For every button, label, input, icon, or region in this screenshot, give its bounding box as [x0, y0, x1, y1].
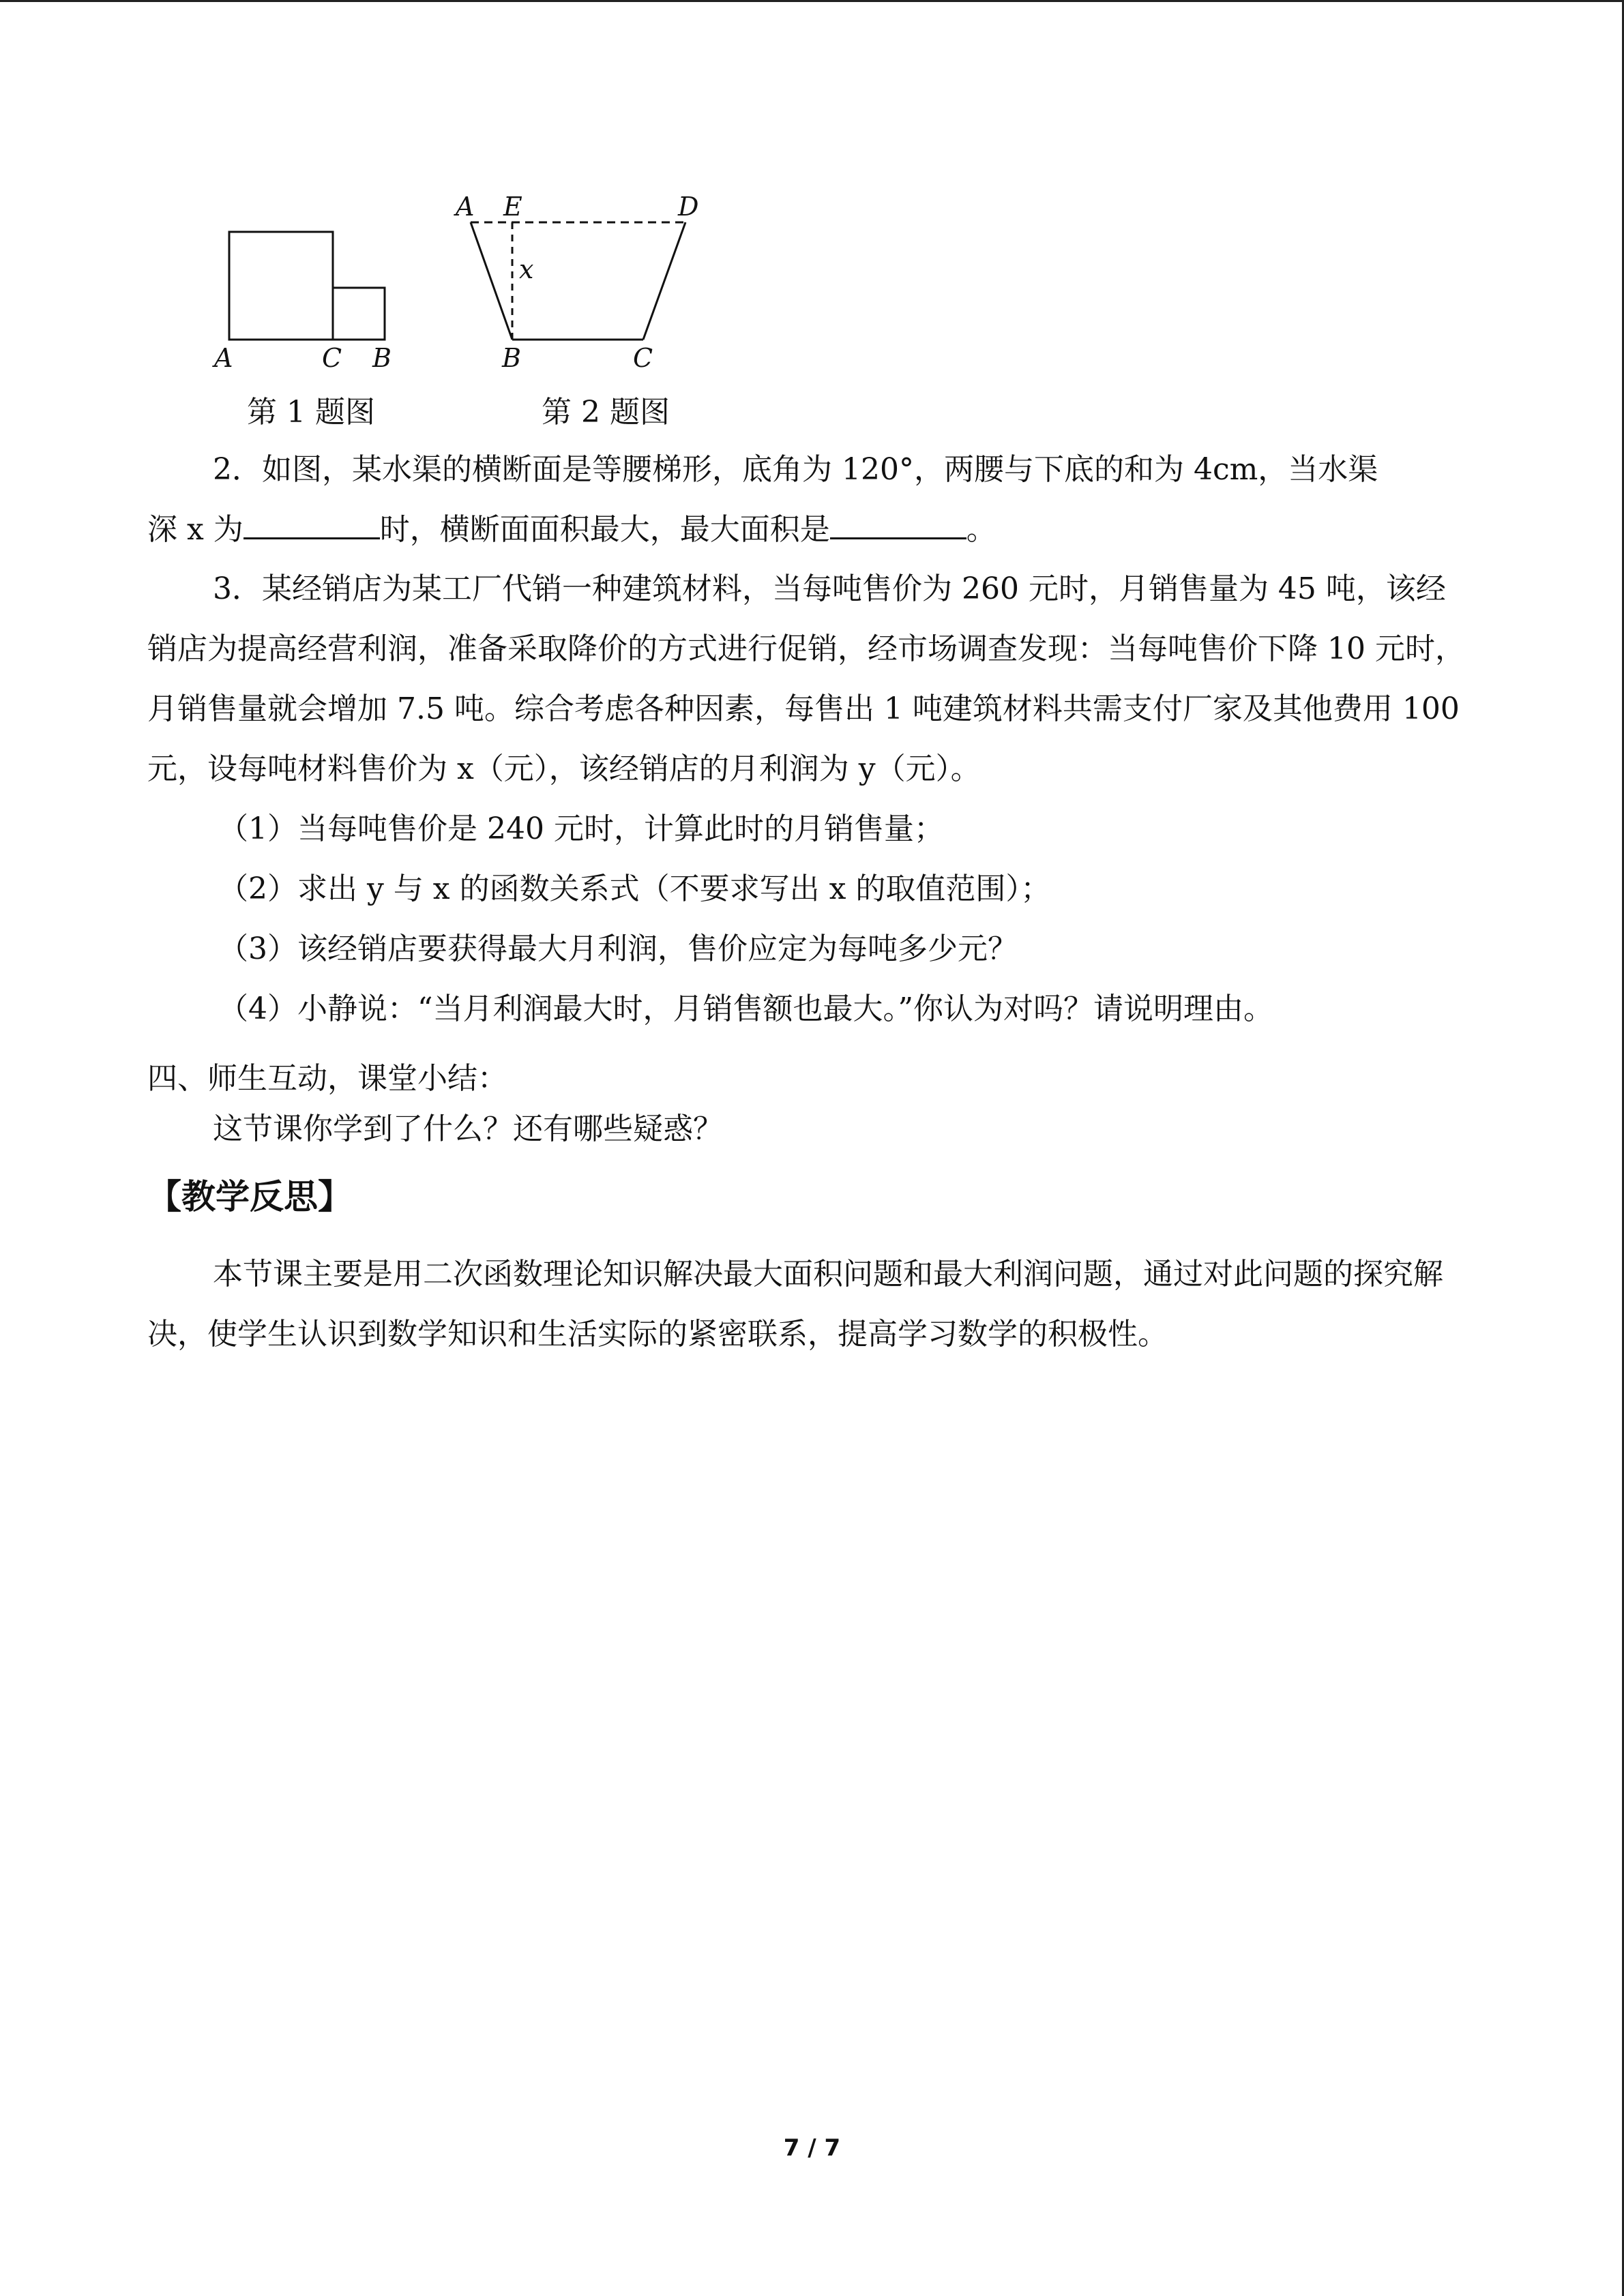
question-2 [147, 440, 1471, 560]
section-4-text: 这节课你学到了什么？还有哪些疑惑？ [213, 1112, 723, 1146]
q2-text-a: 深 x 为 [147, 512, 243, 547]
q2-blank-depth [243, 510, 380, 539]
fig2-label-d: D [678, 192, 699, 222]
fig1-label-a: A [214, 343, 233, 373]
fig1-small-square [333, 288, 385, 340]
fig2-label-c: C [633, 343, 653, 373]
figure-2 [454, 192, 698, 373]
fig2-caption: 第 2 题图 [542, 395, 670, 430]
q3-sub-2: （2）求出 y 与 x 的函数关系式（不要求写出 x 的取值范围）； [218, 871, 1051, 906]
reflection-text: 本节课主要是用二次函数理论知识解决最大面积问题和最大利润问题，通过对此问题的探究解决，使学生认识到数学知识和生活实际的紧密联系，提高学习数学的积极性。 [147, 1257, 1443, 1352]
figures-area [205, 191, 750, 436]
q2-text-b: 时，横断面面积最大，最大面积是 [379, 512, 830, 547]
page-border-top [0, 0, 1624, 2]
reflection-title: 【教学反思】 [147, 1177, 352, 1217]
q2-blank-area [830, 510, 966, 539]
fig1-caption: 第 1 题图 [247, 395, 375, 430]
q3-sub-1: （1）当每吨售价是 240 元时，计算此时的月销售量； [218, 811, 944, 846]
q2-line-2 [147, 500, 1471, 560]
fig2-label-x: x [519, 254, 534, 284]
question-3-text: 3．某经销店为某工厂代销一种建筑材料，当每吨售价为 260 元时，月销售量为 45 吨，该经销店为提高经营利润，准备采取降价的方式进行促销，经市场调查发现：当每吨售价下降 10 元时，月销售量就会增加 7.5 吨。综合考虑各种因素，每售出 1 吨建筑材料共需支付厂家及其他费用 100 元，设每吨材料售价为 x（元），该经销店的月利润为 y（元）。 [147, 571, 1465, 786]
q2-text-c: 。 [966, 512, 996, 547]
fig1-label-c: C [322, 343, 342, 373]
figure-1 [212, 232, 392, 373]
fig1-large-square [229, 232, 333, 340]
fig2-label-e: E [503, 192, 522, 222]
fig2-side-ab [471, 222, 512, 340]
fig2-label-b: B [502, 343, 521, 373]
fig1-label-b: B [372, 343, 392, 373]
section-4-heading: 四、师生互动，课堂小结： [147, 1061, 507, 1096]
q3-sub-3: （3）该经销店要获得最大月利润，售价应定为每吨多少元？ [218, 931, 1018, 966]
fig2-side-cd [643, 222, 685, 340]
q2-line-1: 2．如图，某水渠的横断面是等腰梯形，底角为 120°，两腰与下底的和为 4cm，当水渠 [213, 452, 1378, 487]
fig2-label-a: A [456, 192, 475, 222]
q3-sub-4: （4）小静说：“当月利润最大时，月销售额也最大。”你认为对吗？请说明理由。 [218, 992, 1273, 1026]
page-number: 7 / 7 [783, 2134, 841, 2162]
